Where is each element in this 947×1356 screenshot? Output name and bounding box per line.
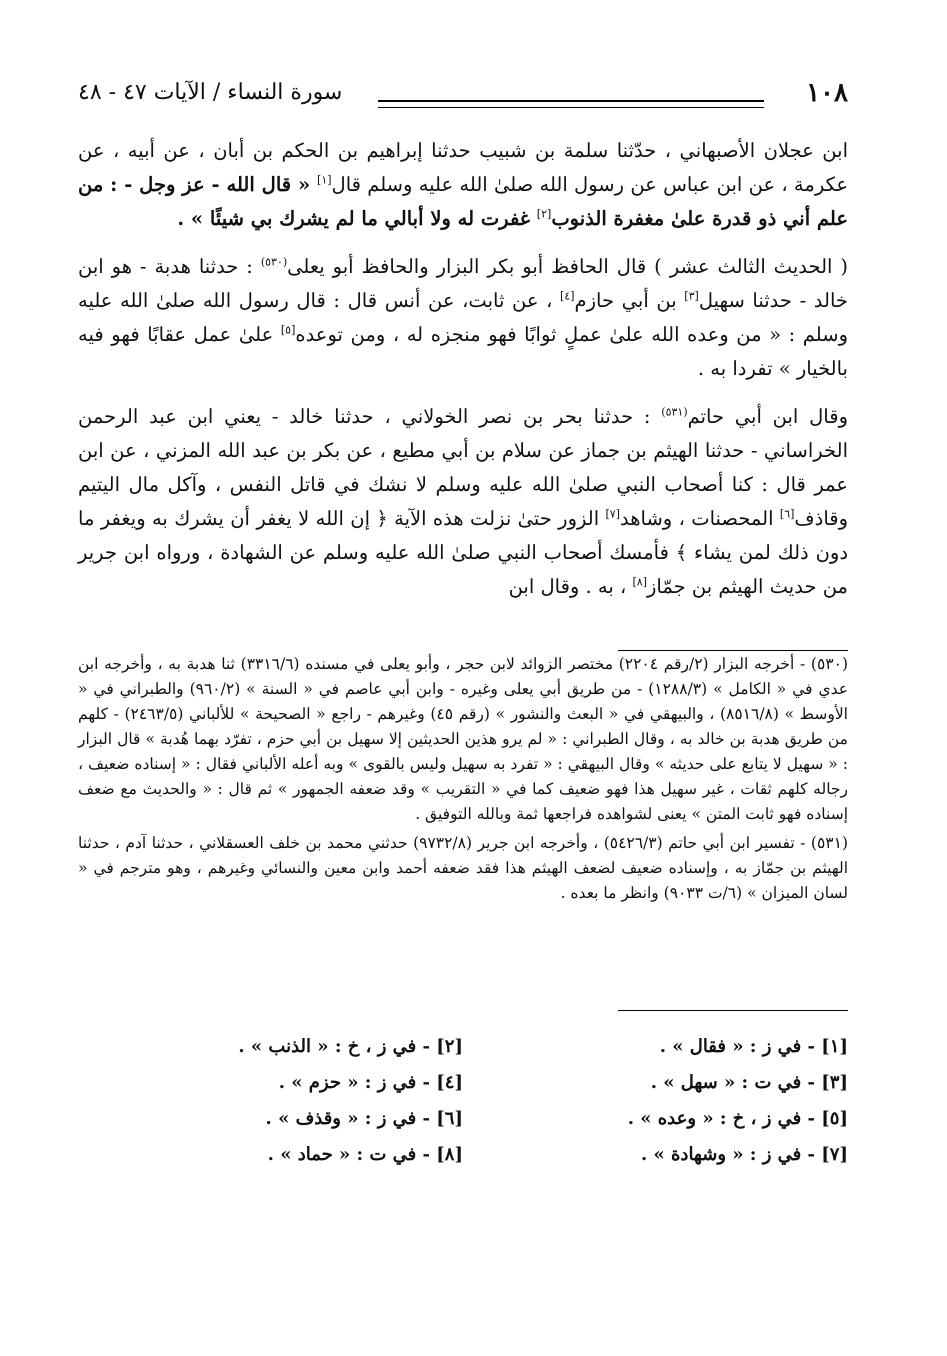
variant-note: [٤] - في ز : « حزم » .	[278, 1072, 463, 1093]
paragraph-1	[78, 134, 848, 236]
hadith-text: غفرت له ولا أبالي ما لم يشرك بي شيئًا » .	[177, 207, 537, 230]
text-span: ، عن ثابت، عن أنس قال : قال رسول الله صلىٰ الله عليه وسلم : « من وعده الله علىٰ عملٍ ثوابًا فهو منجزه له ، ومن توعده	[78, 289, 848, 346]
paragraph-2	[78, 250, 848, 386]
variant-note: [٥] - في ز ، خ : « وعده » .	[627, 1108, 848, 1129]
text-span: : حدثنا هدبة - هو ابن خالد - حدثنا سهيل	[78, 255, 848, 312]
variant-marker: [١]	[317, 173, 332, 187]
variant-marker: [٥]	[280, 323, 296, 337]
footnotes	[78, 652, 848, 910]
hadith-text: « قال الله - عز وجل - : من علم أني ذو قدرة علىٰ مغفرة الذنوب	[78, 173, 848, 230]
running-title: سورة النساء / الآيات ٤٧ - ٤٨	[78, 80, 343, 105]
footnote-marker: (٥٣١)	[661, 405, 688, 419]
text-span: ابن عجلان الأصبهاني ، حدّثنا سلمة بن شبيب حدثنا إبراهيم بن الحكم بن أبان ، عن أبيه ، عن عكرمة ، عن ابن عباس عن رسول الله صلىٰ الله عليه وسلم قال	[78, 139, 848, 196]
header-rule	[378, 100, 764, 108]
footnote-marker: (٥٣٠)	[260, 255, 288, 269]
text-span: علىٰ عمل عقابًا فهو فيه بالخيار » تفردا به .	[78, 323, 848, 380]
main-text	[78, 134, 848, 618]
manuscript-variants	[78, 1032, 848, 1170]
text-span: بن أبي حازم	[574, 289, 685, 312]
variants-rule	[618, 1010, 848, 1011]
variant-marker: [٣]	[684, 289, 699, 303]
text-span: الزور حتىٰ نزلت هذه الآية ﴿ إن الله لا يغفر أن يشرك به ويغفر ما دون ذلك لمن يشاء ﴾ فأمسك أصحاب النبي صلىٰ الله عليه وسلم عن الشهادة ، ورواه ابن جرير من حديث الهيثم بن جمّاز	[78, 507, 848, 598]
variant-marker: [٢]	[536, 207, 552, 221]
variant-marker: [٧]	[605, 507, 620, 521]
paragraph-3	[78, 400, 848, 604]
variant-note: [٣] - في ت : « سهل » .	[650, 1072, 848, 1093]
variant-note: [٨] - في ت : « حماد » .	[267, 1144, 463, 1165]
text-span: ( الحديث الثالث عشر ) قال الحافظ أبو بكر البزار والحافظ أبو يعلى	[287, 255, 848, 278]
variant-note: [٢] - في ز ، خ : « الذنب » .	[238, 1036, 463, 1057]
variant-marker: [٨]	[632, 575, 647, 589]
variant-marker: [٤]	[560, 289, 575, 303]
variant-note: [١] - في ز : « فقال » .	[659, 1036, 848, 1057]
text-span: وقال ابن أبي حاتم	[687, 405, 848, 428]
variant-note: [٦] - في ز : « وقذف » .	[265, 1108, 463, 1129]
page-number: ١٠٨	[806, 78, 848, 108]
variant-marker: [٦]	[779, 507, 795, 521]
book-page	[78, 70, 848, 1320]
variant-note: [٧] - في ز : « وشهادة » .	[640, 1144, 848, 1165]
footnote-rule	[618, 650, 848, 651]
text-span: ، به . وقال ابن	[508, 575, 633, 598]
footnote: (٥٣٠) - أخرجه البزار (٢/رقم ٢٢٠٤) مختصر الزوائد لابن حجر ، وأبو يعلى في مسنده (٣٣١٦/٦) ثنا هدبة به ، وأخرجه ابن عدي في « الكامل » (١٢٨٨/٣) - من طريق أبي يعلى وغيره - وابن أبي عاصم في « السنة » (٩٦٠/٢) والطبراني في « الأوسط » (٨٥١٦/٨) ، والبيهقي في « البعث والنشور » (رقم ٤٥) وغيرهم - راجع « الصحيحة » للألباني (٢٤٦٣/٥) - كلهم من طريق هدبة بن خالد به ، وقال الطبراني : « لم يرو هذين الحديثين إلا سهيل بن أبي حزم ، تفرّد بهما هُدبة » قال البزار : « سهيل لا يتابع على حديثه » وقال البيهقي : « تفرد به سهيل وليس بالقوى » وبه أعله الألباني فقال : « إسناده ضعيف ، رجاله كلهم ثقات ، غير سهيل هذا فهو ضعيف كما في « التقريب » وقد ضعفه الجمهور » ثم قال : « والحديث مع ضعف إسناده فهو ثابت المتن » يعنى لشواهده فراجعها ثمة وبالله التوفيق .	[78, 655, 849, 823]
text-span: : حدثنا بحر بن نصر الخولاني ، حدثنا خالد - يعني ابن عبد الرحمن الخراساني - حدثنا الهيثم بن جماز عن سلام بن أبي مطيع ، عن بكر بن عبد الله المزني ، عن ابن عمر قال : كنا أصحاب النبي صلىٰ الله عليه وسلم لا نشك في قاتل النفس ، وآكل مال اليتيم وقاذف	[78, 405, 848, 530]
footnote: (٥٣١) - تفسير ابن أبي حاتم (٥٤٢٦/٣) ، وأخرجه ابن جرير (٩٧٣٢/٨) حدثني محمد بن خلف العسقلاني ، حدثنا آدم ، حدثنا الهيثم بن جمّاز به ، وإسناده ضعيف لضعف الهيثم هذا فقد ضعفه أحمد وابن معين والنسائي وغيرهم ، وهو مترجم في « لسان الميزان » (٦/ت ٩٠٣٣) وانظر ما بعده .	[78, 834, 848, 902]
page-header	[78, 78, 848, 114]
text-span: المحصنات ، وشاهد	[620, 507, 780, 530]
